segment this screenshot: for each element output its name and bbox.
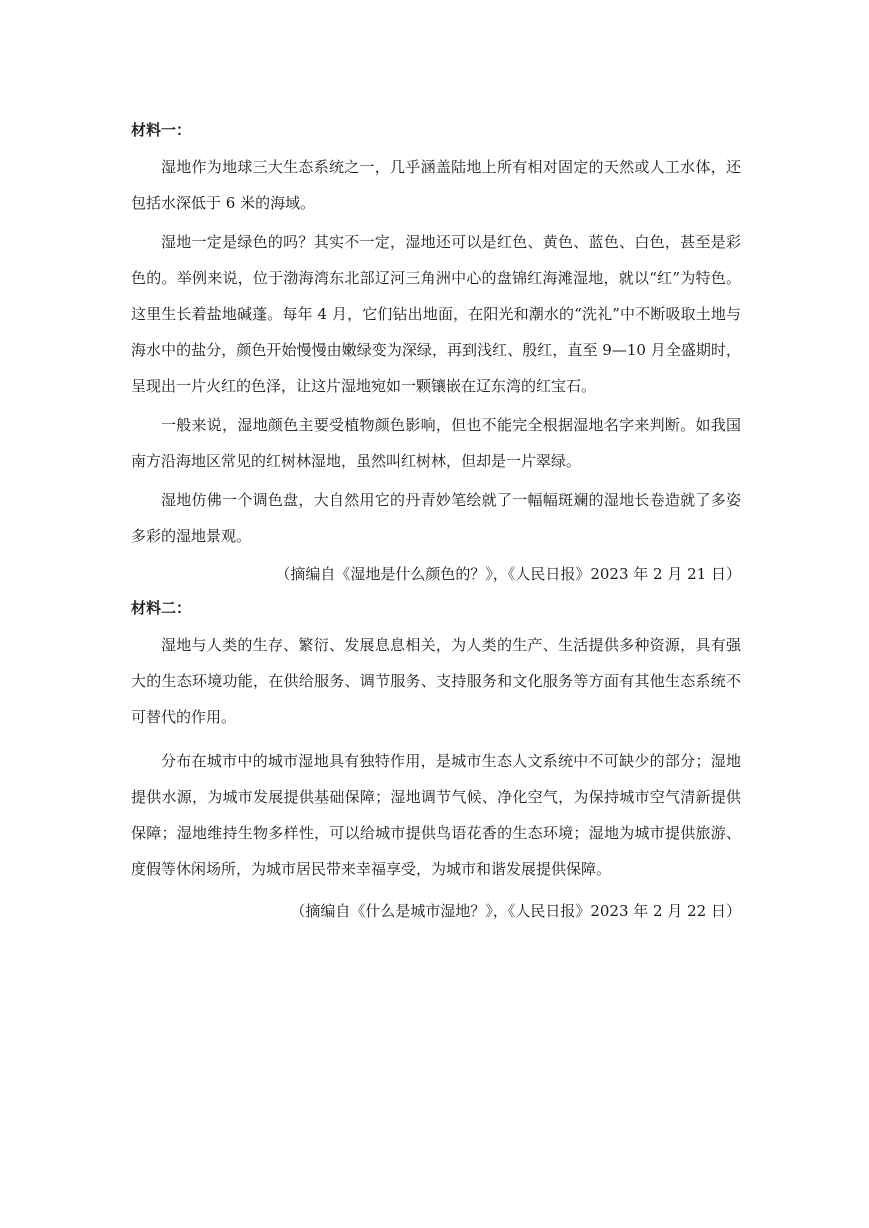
- material-one-section: [131, 118, 741, 592]
- material-two-source: （摘编自《什么是城市湿地？》，《人民日报》2023 年 2 月 22 日）: [290, 902, 741, 920]
- document-body: [131, 118, 741, 929]
- material-two-paragraph-1: 湿地与人类的生存、繁衍、发展息息相关，为人类的生产、生活提供多种资源，具有强大的生态环境功能，在供给服务、调节服务、支持服务和文化服务等方面有其他生态系统不可替代的作用。: [131, 636, 741, 726]
- material-two-paragraph-2: 分布在城市中的城市湿地具有独特作用，是城市生态人文系统中不可缺少的部分；湿地提供水源，为城市发展提供基础保障；湿地调节气候、净化空气，为保持城市空气清新提供保障；湿地维持生物多样性，可以给城市提供鸟语花香的生态环境；湿地为城市提供旅游、度假等休闲场所，为城市居民带来幸福享受，为城市和谐发展提供保障。: [131, 752, 741, 878]
- material-one-source: （摘编自《湿地是什么颜色的？》，《人民日报》2023 年 2 月 21 日）: [275, 565, 741, 583]
- material-one-paragraph-1: 湿地作为地球三大生态系统之一，几乎涵盖陆地上所有相对固定的天然或人工水体，还包括水深低于 6 米的海域。: [131, 158, 741, 212]
- material-one-paragraph-3: 一般来说，湿地颜色主要受植物颜色影响，但也不能完全根据湿地名字来判断。如我国南方沿海地区常见的红树林湿地，虽然叫红树林，但却是一片翠绿。: [131, 416, 741, 470]
- material-one-heading: 材料一：: [131, 121, 192, 139]
- material-two-section: [131, 596, 741, 929]
- material-two-heading: 材料二：: [131, 599, 192, 617]
- material-one-paragraph-2: 湿地一定是绿色的吗？其实不一定，湿地还可以是红色、黄色、蓝色、白色，甚至是彩色的。举例来说，位于渤海湾东北部辽河三角洲中心的盘锦红海滩湿地，就以“红”为特色。这里生长着盐地碱蓬。每年 4 月，它们钻出地面，在阳光和潮水的“洗礼”中不断吸取土地与海水中的盐分，颜色开始慢慢由嫩绿变为深绿，再到浅红、殷红，直至 9—10 月全盛期时，呈现出一片火红的色泽，让这片湿地宛如一颗镶嵌在辽东湾的红宝石。: [131, 233, 741, 395]
- material-one-paragraph-4: 湿地仿佛一个调色盘，大自然用它的丹青妙笔绘就了一幅幅斑斓的湿地长卷造就了多姿多彩的湿地景观。: [131, 491, 741, 545]
